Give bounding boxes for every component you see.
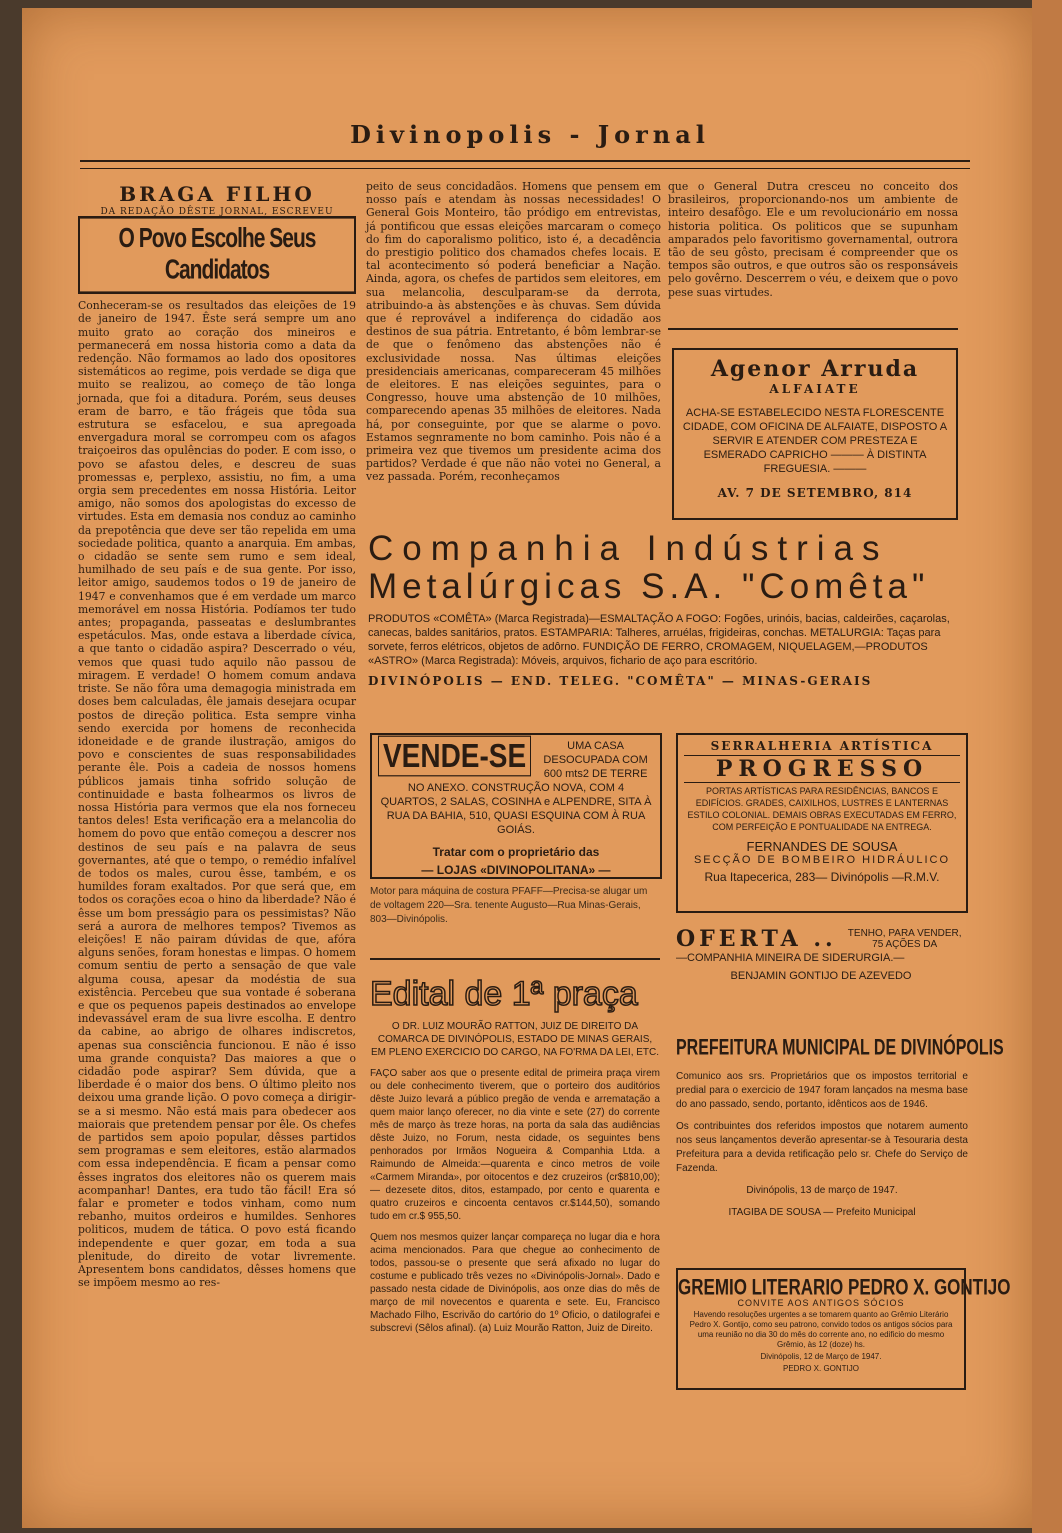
prefeitura-sign: ITAGIBA DE SOUSA — Prefeito Municipal bbox=[728, 1207, 916, 1218]
edital-divider bbox=[370, 958, 660, 960]
cometa-ad bbox=[368, 530, 968, 688]
article-text-col3: que o General Dutra cresceu no conceito dos brasileiros, proporcionando-nos um ambiente de inteiro desafôgo. Ele e um revolucionário em nossa historia politica. Os politicos que se supunham amparados pelo favoritismo governamental, outrora tão de seu gôsto, precisam é compreender que os tempos são outros, e que outros são os responsáveis pelo govêrno. Descerrem o véu, e deixem que o povo pese suas virtudes. bbox=[668, 180, 958, 299]
edital-body bbox=[370, 1020, 660, 1343]
agenor-role: ALFAIATE bbox=[769, 382, 861, 396]
gremio-sub: CONVITE AOS ANTIGOS SÓCIOS bbox=[737, 1298, 905, 1308]
edital-closing: Quem nos mesmos quizer lançar compareça no lugar dia e hora acima mencionados. Para que chegue ao conhecimento de todos, passou-se o presente que será afixado no lugar do costume e publicado três vezes no «Divinópolis-Jornal». Dado e passado nesta cidade de Divinópolis, aos onze dias do mês de março de mil novecentos e quarenta e sete. Eu, Francisco Machado Filho, Escrivão do cartório do 1º Oficio, o datilografei e subscrevi (Sêlos afinal). (a) Luiz Mourão Ratton, Juiz de Direito. bbox=[370, 1232, 660, 1334]
serralheria-owner: FERNANDES DE SOUSA bbox=[746, 839, 898, 854]
oferta-name: BENJAMIN GONTIJO DE AZEVEDO bbox=[730, 970, 912, 982]
gremio-date: Divinópolis, 12 de Março de 1947. bbox=[760, 1352, 882, 1361]
cometa-title-line2: Metalúrgicas S.A. "Comêta" bbox=[368, 567, 930, 606]
oferta-side: TENHO, PARA VENDER, 75 AÇÕES DA bbox=[847, 928, 962, 950]
vende-se-contact: Tratar com o proprietário das bbox=[432, 845, 600, 859]
gremio-ad bbox=[676, 1268, 1011, 1390]
prefeitura-notice bbox=[676, 1036, 1004, 1228]
vende-se-body: UMA CASA DESOCUPADA COM 600 mts2 DE TERRE NO ANEXO. CONSTRUÇÃO NOVA, COM 4 QUARTOS, 2 SALAS, COSINHA e ALPENDRE, SITA À RUA DA BAHIA, 510, QUASI ESQUINA COM À RUA GOIÁS. bbox=[380, 740, 652, 836]
vende-se-title: VENDE-SE bbox=[378, 736, 531, 777]
agenor-ad bbox=[672, 348, 958, 520]
vende-se-ad bbox=[370, 733, 662, 879]
cometa-body: PRODUTOS «COMÊTA» (Marca Registrada)—ESMALTAÇÃO A FOGO: Fogões, urinóis, bacias, caldeirões, caçarolas, canecas, baldes sanitários, pratos. ESTAMPARIA: Talheres, arruélas, frigideiras, conchas. METALURGIA: Taças para sorvete, ferros elétricos, objetos de adôrno. FUNDIÇÃO DE FERRO, CROMAGEM, NIQUELAGEM,—PRODUTOS «ASTRO» (Marca Registrada): Móveis, arquivos, fichario de aço para escritório. bbox=[368, 613, 950, 667]
article-column-2 bbox=[366, 180, 661, 488]
agenor-address: AV. 7 DE SETEMBRO, 814 bbox=[717, 486, 913, 500]
agenor-name: Agenor Arruda bbox=[710, 356, 920, 382]
serralheria-title: SERRALHERIA ARTÍSTICA bbox=[710, 739, 934, 753]
prefeitura-title: PREFEITURA MUNICIPAL DE DIVINÓPOLIS bbox=[676, 1036, 1004, 1061]
serralheria-dept: SECÇÃO DE BOMBEIRO HIDRÁULICO bbox=[693, 854, 951, 866]
cometa-footer: DIVINÓPOLIS — END. TELEG. "COMÊTA" — MINAS-GERAIS bbox=[368, 674, 873, 688]
masthead-rule bbox=[80, 160, 970, 162]
motor-classified: Motor para máquina de costura PFAFF—Precisa-se alugar um de voltagem 220—Sra. tenente Augusto—Rua Minas-Gerais, 803—Divinópolis. bbox=[370, 886, 648, 925]
cometa-title-line1: Companhia Indústrias bbox=[368, 529, 889, 568]
article-byline-sub: DA REDAÇÃO DÊSTE JORNAL, ESCREVEU bbox=[100, 207, 334, 217]
article-headline: O Povo Escolhe Seus Candidatos bbox=[78, 216, 356, 294]
page-edge bbox=[1032, 0, 1062, 1533]
masthead-rule-thin bbox=[80, 168, 970, 169]
article-column-3 bbox=[668, 180, 958, 303]
column-3-divider bbox=[668, 328, 958, 330]
gremio-title: GREMIO LITERARIO PEDRO X. GONTIJO bbox=[678, 1275, 1011, 1300]
oferta-company: —COMPANHIA MINEIRA DE SIDERURGIA.— bbox=[676, 952, 905, 964]
masthead-title: Divinopolis - Jornal bbox=[350, 120, 710, 149]
edital-text: FAÇO saber aos que o presente edital de primeira praça virem ou dele conhecimento tiverem, que o porteiro dos auditórios dêste Juizo levará a público pregão de venda e arrematação a quem maior lanço oferecer, no dia vinte e sete (27) do corrente mês de março às treze horas, na porta da sala das audiências dêste Juizo, no Forum, nesta cidade, os seguintes bens penhorados por Irmãos Nogueira & Companhia Ltda. a Raimundo de Almeida:—quarenta e cinco metros de voile «Carmem Miranda», por oitocentos e dez cruzeiros (cr$810,00); — dezesete ditos, ditos, estampado, por cento e quarenta e quatro cruzeiros e cincoenta centavos cr.$144,50), somando tudo em cr.$ 955,50. bbox=[370, 1068, 660, 1222]
edital-title: Edital de 1ª praça bbox=[370, 975, 638, 1013]
edital-intro: O DR. LUIZ MOURÃO RATTON, JUIZ DE DIREITO DA COMARCA DE DIVINÓPOLIS, ESTADO DE MINAS GERAIS, EM PLENO EXERCICIO DO CARGO, NA FO'RMA DA LEI, ETC. bbox=[370, 1021, 660, 1058]
serralheria-name: PROGRESSO bbox=[684, 755, 960, 783]
oferta-title: OFERTA .. bbox=[676, 926, 837, 952]
gremio-sign: PEDRO X. GONTIJO bbox=[782, 1364, 859, 1373]
serralheria-body: PORTAS ARTÍSTICAS PARA RESIDÊNCIAS, BANCOS E EDIFÍCIOS. GRADES, CAIXILHOS, LUSTRES E LANTERNAS ESTILO COLONIAL. DEMAIS OBRAS EXECUTADAS EM FERRO, COM PERFEIÇÃO E PONTUALIDADE NA ENTREGA. bbox=[687, 786, 957, 832]
prefeitura-p2: Os contribuintes dos referidos impostos que notarem aumento nos seus lançamentos deverão apresentar-se à Tesouraria desta Prefeitura para a devida retificação pelo sr. Chefe do Serviço de Fazenda. bbox=[676, 1121, 968, 1174]
article-byline: BRAGA FILHO bbox=[119, 182, 315, 206]
serralheria-address: Rua Itapecerica, 283— Divinópolis —R.M.V. bbox=[704, 870, 940, 884]
serralheria-ad bbox=[676, 733, 968, 913]
article-column-1 bbox=[78, 180, 356, 1293]
gremio-body: Havendo resoluções urgentes a se tomarem quanto ao Grêmio Literário Pedro X. Gontijo, como seu patrono, convido todos os antigos sócios para uma reunião no dia 30 do mês do corrente ano, no edificio do mesmo Grêmio, às 12 (doze) hs. bbox=[689, 1310, 953, 1349]
article-text-col1: Conheceram-se os resultados das eleições de 19 de janeiro de 1947. Êste será sempre um ano muito grato ao coração dos mineiros e permanecerá em nossa historia como a data da redenção. Não formamos ao lado dos opositores sistemáticos ao regime, pois verdade se diga que muito se realizou, ao começo de tão longa jornada, que foi a ditadura. Porém, seus deuses eram de barro, e tão frágeis que tôda sua estrutura se esfacelou, e sua apregoada envergadura moral se corrompeu com os afagos traiçoeiros das opulências do poder. E com isso, o povo se afastou deles, e descreu de suas promessas e, perplexo, assistiu, no fim, a uma orgia sem precedentes em nossa História. Leitor amigo, não somos dos apologistas do excesso de virtudes. Esta em demasia nos conduz ao caminho da prepotência que deve ser tão repelida em uma sociedade politica, quanto a anarquia. Em ambas, o cidadão se sente sem rumo e sem ideal, humilhado de seu país e de sua gente. Por isso, leitor amigo, saudemos todos o 19 de janeiro de 1947 e convenhamos que é em verdade um marco memorável em nossa História. Podíamos ter tudo antes; propaganda, passeatas e deslumbrantes espetáculos. Mas, onde estava a liberdade cívica, a que tanto o cidadão aspira? Descerrado o véu, vemos que quasi tudo aquilo não passou de miragem. E verdade! O homem comum andava triste. Se não fôra uma demagogia ministrada em doses bem calculadas, êle jamais desejara ocupar postos de direção politica. Esta sempre vinha sendo exercida por homens de reconhecida idoneidade e de grande ilustração, amigos do povo e conscientes de suas responsabilidades perante êle. Pois a cadeia de nossos homens públicos jamais tinha sofrido solução de continuidade e basta folhearmos os livros de nossa História para vermos que ela nos forneceu tantos deles! Esta verificação era a melancolia do homem do povo que então começou a descrer nos destinos de seu país e na palavra de seus governantes, até que o tempo, o remédio infalível de todos os males, curou êsse, também, e os humildes foram exaltados. Por que será que, em todos os corações ecoa o hino da liberdade? Não é êsse um bom presságio para os pessimistas? Não será a aurora de melhores tempos? Tivemos as eleições! E não pairam dúvidas de que, afóra alguns senões, foram honestas e limpas. O homem comum sentiu de perto a sensação de que vale alguma cousa, apesar da modéstia de sua existência. Percebeu que sua vontade é soberana e que os pequenos papeis destinados ao envelope indevassável eram de sua livre escolha. E dentro da cabine, ao abrigo de olhares indiscretos, apenas sua consciência funcionou. E não é isso uma grande conquista? Das maiores a que o cidadão pode aspirar? Sem dúvida, que a liberdade é o maior dos bens. O último pleito nos deixou uma grande lição. O povo começa a dirigir-se a si mesmo. Não está mais para obedecer aos maiorais que pretendem pensar por êle. Os chefes de partidos sem apoio popular, dêsses partidos sem programas e sem eleitores, estão alarmados com essa independência. E ficam a pensar como êsses ingratos dos eleitores não os querem mais acompanhar! Dantes, era tudo tão fácil! Era só falar e prometer e todos vinham, como num rebanho, muitos ordeiros e humildes. Senhores politicos, mudem de tática. O povo está ficando independente e quer gozar, em toda a sua plenitude, do direito de votar livremente. Apresentem bons candidatos, dêsses homens que se impõem mesmo ao res- bbox=[78, 299, 356, 1290]
vende-se-store: — LOJAS «DIVINOPOLITANA» — bbox=[421, 863, 611, 877]
oferta-ad bbox=[676, 926, 966, 982]
article-text-col2: peito de seus concidadãos. Homens que pensem em nosso país e atendam às nossas necessidades! O General Gois Monteiro, tão pródigo em entrevistas, já pontificou que essas eleições marcaram o começo do fim do caporalismo politico, isto é, a decadência do prestigio politico dos chamados chefes locais. E tal acontecimento só poderá beneficiar a Nação. Ainda, agora, os chefes de partidos sem eleitores, em sua melancolia, desculparam-se da derrota, atribuindo-a às abstenções e às chuvas. Sem dúvida que é reprovável a indiferença do cidadão aos destinos de sua pátria. Entretanto, é bôm lembrar-se de que o fenômeno das abstenções não é exclusividade nossa. Nas últimas eleições presidenciais americanas, compareceram 45 milhões de eleitores. E nas eleições seguintes, para o Congresso, houve uma abstenção de 10 milhões, comparecendo apenas 35 milhões de eleitores. Nada há, por conseguinte, por que se alarme o povo. Estamos segnramente no bom caminho. Pois não é a primeira vez que tivemos um presidente acima dos partidos? Verdade é que não não votei no General, a vez passada. Porém, reconheçamos bbox=[366, 180, 661, 484]
prefeitura-p1: Comunico aos srs. Proprietários que os impostos territorial e predial para o exercicio de 1947 foram lançados na mesma base do ano passado, sendo, portanto, idênticos aos de 1946. bbox=[676, 1071, 968, 1110]
agenor-body: ACHA-SE ESTABELECIDO NESTA FLORESCENTE CIDADE, COM OFICINA DE ALFAIATE, DISPOSTO A SERVIR E ATENDER COM PRESTEZA E ESMERADO CAPRICHO ——— À DISTINTA FREGUESIA. ——— bbox=[682, 407, 948, 475]
prefeitura-date: Divinópolis, 13 de março de 1947. bbox=[746, 1185, 898, 1196]
